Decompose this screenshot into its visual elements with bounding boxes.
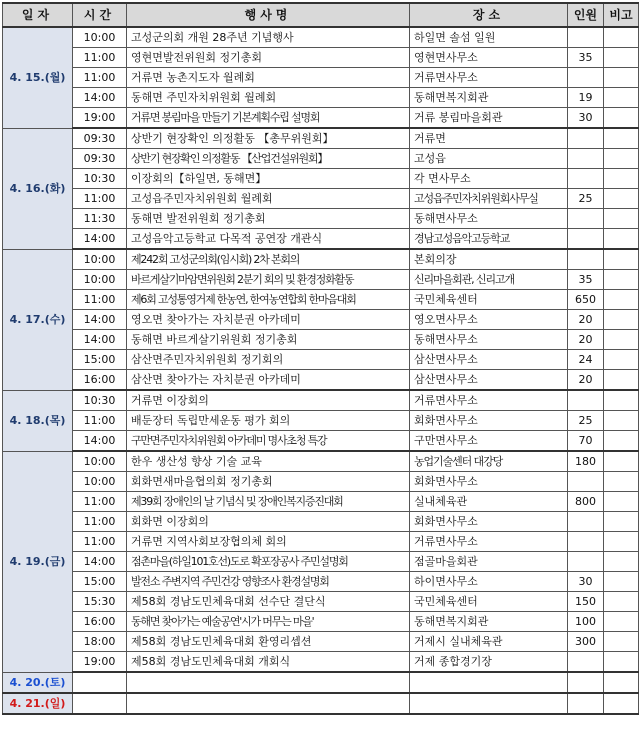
note-cell <box>604 411 639 431</box>
event-cell: 고성음악고등학교 다목적 공연장 개관식 <box>127 229 410 250</box>
place-cell: 국민체육센터 <box>410 592 568 612</box>
note-cell <box>604 492 639 512</box>
place-cell: 신리마을회관, 신리고개 <box>410 270 568 290</box>
time-cell: 16:00 <box>73 612 127 632</box>
table-row <box>3 411 639 431</box>
table-row <box>3 672 639 693</box>
time-cell: 09:30 <box>73 149 127 169</box>
note-cell <box>604 390 639 411</box>
table-row <box>3 492 639 512</box>
note-cell <box>604 532 639 552</box>
table-row <box>3 330 639 350</box>
event-cell: 바르게살기마암면위원회 2분기 회의 및 환경정화활동 <box>127 270 410 290</box>
place-cell: 회화면사무소 <box>410 472 568 492</box>
place-cell: 삼산면사무소 <box>410 350 568 370</box>
table-row <box>3 48 639 68</box>
event-cell: 제58회 경남도민체육대회 환영리셉션 <box>127 632 410 652</box>
event-cell: 상반기 현장확인 의정활동 【총무위원회】 <box>127 128 410 149</box>
date-cell: 4. 21.(일) <box>3 693 73 714</box>
date-cell: 4. 19.(금) <box>3 451 73 672</box>
time-cell: 10:00 <box>73 270 127 290</box>
count-cell <box>568 693 604 714</box>
event-cell: 동해면 발전위원회 정기총회 <box>127 209 410 229</box>
place-cell: 하이면사무소 <box>410 572 568 592</box>
time-cell: 10:00 <box>73 27 127 48</box>
table-row <box>3 270 639 290</box>
note-cell <box>604 693 639 714</box>
table-row <box>3 572 639 592</box>
place-cell: 거제 종합경기장 <box>410 652 568 673</box>
time-cell: 19:00 <box>73 652 127 673</box>
note-cell <box>604 27 639 48</box>
time-cell: 11:00 <box>73 189 127 209</box>
table-row <box>3 632 639 652</box>
event-cell: 회화면새마을협의회 정기총회 <box>127 472 410 492</box>
count-cell <box>568 512 604 532</box>
time-cell: 16:00 <box>73 370 127 391</box>
table-row <box>3 592 639 612</box>
note-cell <box>604 149 639 169</box>
event-cell: 한우 생산성 향상 기술 교육 <box>127 451 410 472</box>
event-cell: 동해면 찾아가는 예술공연'시가 머무는 마을' <box>127 612 410 632</box>
date-cell: 4. 20.(토) <box>3 672 73 693</box>
table-row <box>3 169 639 189</box>
note-cell <box>604 672 639 693</box>
note-cell <box>604 451 639 472</box>
event-cell: 배둔장터 독립만세운동 평가 회의 <box>127 411 410 431</box>
time-cell: 11:00 <box>73 290 127 310</box>
time-cell: 10:30 <box>73 169 127 189</box>
note-cell <box>604 350 639 370</box>
count-cell: 800 <box>568 492 604 512</box>
date-cell: 4. 18.(목) <box>3 390 73 451</box>
note-cell <box>604 310 639 330</box>
table-row <box>3 370 639 391</box>
header-event: 행사명 <box>127 3 410 27</box>
event-cell: 이장회의【하일면, 동해면】 <box>127 169 410 189</box>
count-cell: 150 <box>568 592 604 612</box>
count-cell: 25 <box>568 189 604 209</box>
count-cell <box>568 532 604 552</box>
place-cell: 거류면사무소 <box>410 532 568 552</box>
count-cell: 19 <box>568 88 604 108</box>
note-cell <box>604 330 639 350</box>
count-cell: 35 <box>568 48 604 68</box>
event-cell: 고성읍주민자치위원회 월례회 <box>127 189 410 209</box>
note-cell <box>604 632 639 652</box>
note-cell <box>604 249 639 270</box>
time-cell: 10:00 <box>73 472 127 492</box>
count-cell: 35 <box>568 270 604 290</box>
event-cell: 거류면 봉림마을 만들기 기본계획수립 설명회 <box>127 108 410 129</box>
place-cell: 동해면사무소 <box>410 330 568 350</box>
table-header <box>3 3 639 27</box>
note-cell <box>604 592 639 612</box>
place-cell: 실내체육관 <box>410 492 568 512</box>
event-cell: 고성군의회 개원 28주년 기념행사 <box>127 27 410 48</box>
place-cell: 동해면복지회관 <box>410 88 568 108</box>
time-cell: 18:00 <box>73 632 127 652</box>
event-cell: 제6회 고성통영거제 한농연, 한여농연합회 한마음대회 <box>127 290 410 310</box>
place-cell: 동해면복지회관 <box>410 612 568 632</box>
event-schedule-table <box>2 2 639 715</box>
place-cell: 거류면사무소 <box>410 68 568 88</box>
event-cell <box>127 693 410 714</box>
time-cell: 11:00 <box>73 48 127 68</box>
table-row <box>3 27 639 48</box>
note-cell <box>604 270 639 290</box>
count-cell <box>568 209 604 229</box>
table-row <box>3 68 639 88</box>
place-cell: 영현면사무소 <box>410 48 568 68</box>
table-row <box>3 149 639 169</box>
note-cell <box>604 229 639 250</box>
note-cell <box>604 128 639 149</box>
count-cell <box>568 27 604 48</box>
table-row <box>3 249 639 270</box>
table-row <box>3 128 639 149</box>
event-cell: 구만면주민자치위원회 아카데미 명사초청 특강 <box>127 431 410 452</box>
event-cell: 영오면 찾아가는 자치분권 아카데미 <box>127 310 410 330</box>
table-row <box>3 209 639 229</box>
count-cell: 30 <box>568 572 604 592</box>
event-cell: 제39회 장애인의 날 기념식 및 장애인복지증진대회 <box>127 492 410 512</box>
table-body <box>3 27 639 714</box>
place-cell: 하일면 솔섬 일원 <box>410 27 568 48</box>
time-cell: 14:00 <box>73 552 127 572</box>
event-cell: 거류면 농촌지도자 월례회 <box>127 68 410 88</box>
place-cell: 삼산면사무소 <box>410 370 568 391</box>
count-cell: 24 <box>568 350 604 370</box>
count-cell: 20 <box>568 330 604 350</box>
note-cell <box>604 512 639 532</box>
count-cell <box>568 229 604 250</box>
place-cell: 농업기술센터 대강당 <box>410 451 568 472</box>
header-time: 시간 <box>73 3 127 27</box>
note-cell <box>604 68 639 88</box>
count-cell <box>568 390 604 411</box>
event-cell: 점촌마을(하일101호선)도로 확포장공사 주민설명회 <box>127 552 410 572</box>
count-cell: 70 <box>568 431 604 452</box>
table-row <box>3 451 639 472</box>
count-cell <box>568 68 604 88</box>
table-row <box>3 532 639 552</box>
place-cell: 영오면사무소 <box>410 310 568 330</box>
table-row <box>3 512 639 532</box>
table-row <box>3 472 639 492</box>
place-cell: 거류면사무소 <box>410 390 568 411</box>
place-cell: 회화면사무소 <box>410 411 568 431</box>
table-row <box>3 229 639 250</box>
event-cell: 회화면 이장회의 <box>127 512 410 532</box>
table-row <box>3 652 639 673</box>
count-cell: 20 <box>568 310 604 330</box>
count-cell: 180 <box>568 451 604 472</box>
time-cell: 11:00 <box>73 68 127 88</box>
time-cell <box>73 693 127 714</box>
table-row <box>3 310 639 330</box>
place-cell: 거류 봉림마을회관 <box>410 108 568 129</box>
time-cell: 10:30 <box>73 390 127 411</box>
count-cell: 650 <box>568 290 604 310</box>
count-cell <box>568 128 604 149</box>
place-cell: 점골마을회관 <box>410 552 568 572</box>
note-cell <box>604 48 639 68</box>
count-cell <box>568 169 604 189</box>
place-cell <box>410 672 568 693</box>
count-cell: 25 <box>568 411 604 431</box>
table-row <box>3 189 639 209</box>
place-cell: 구만면사무소 <box>410 431 568 452</box>
count-cell: 100 <box>568 612 604 632</box>
count-cell <box>568 249 604 270</box>
place-cell: 동해면사무소 <box>410 209 568 229</box>
place-cell: 경남고성음악고등학교 <box>410 229 568 250</box>
time-cell: 14:00 <box>73 431 127 452</box>
place-cell: 국민체육센터 <box>410 290 568 310</box>
time-cell <box>73 672 127 693</box>
table-row <box>3 88 639 108</box>
note-cell <box>604 370 639 391</box>
note-cell <box>604 431 639 452</box>
place-cell: 각 면사무소 <box>410 169 568 189</box>
header-count: 인원 <box>568 3 604 27</box>
count-cell: 30 <box>568 108 604 129</box>
schedule-sheet <box>2 2 638 715</box>
table-row <box>3 612 639 632</box>
time-cell: 09:30 <box>73 128 127 149</box>
note-cell <box>604 189 639 209</box>
note-cell <box>604 169 639 189</box>
date-cell: 4. 16.(화) <box>3 128 73 249</box>
event-cell: 동해면 주민자치위원회 월례회 <box>127 88 410 108</box>
event-cell: 발전소 주변지역 주민건강 영향조사 환경설명회 <box>127 572 410 592</box>
place-cell: 회화면사무소 <box>410 512 568 532</box>
event-cell: 거류면 지역사회보장협의체 회의 <box>127 532 410 552</box>
place-cell: 고성읍주민자치위원회사무실 <box>410 189 568 209</box>
time-cell: 14:00 <box>73 330 127 350</box>
time-cell: 15:00 <box>73 350 127 370</box>
time-cell: 10:00 <box>73 451 127 472</box>
note-cell <box>604 652 639 673</box>
count-cell: 20 <box>568 370 604 391</box>
note-cell <box>604 88 639 108</box>
event-cell: 거류면 이장회의 <box>127 390 410 411</box>
table-row <box>3 552 639 572</box>
time-cell: 11:00 <box>73 512 127 532</box>
event-cell: 제58회 경남도민체육대회 선수단 결단식 <box>127 592 410 612</box>
event-cell: 동해면 바르게살기위원회 정기총회 <box>127 330 410 350</box>
time-cell: 19:00 <box>73 108 127 129</box>
date-cell: 4. 17.(수) <box>3 249 73 390</box>
count-cell <box>568 672 604 693</box>
event-cell: 삼산면주민자치위원회 정기회의 <box>127 350 410 370</box>
time-cell: 10:00 <box>73 249 127 270</box>
time-cell: 14:00 <box>73 310 127 330</box>
event-cell: 제242회 고성군의회(임시회) 2차 본회의 <box>127 249 410 270</box>
time-cell: 11:00 <box>73 532 127 552</box>
place-cell: 본회의장 <box>410 249 568 270</box>
note-cell <box>604 552 639 572</box>
header-note: 비고 <box>604 3 639 27</box>
note-cell <box>604 612 639 632</box>
time-cell: 14:00 <box>73 229 127 250</box>
count-cell <box>568 149 604 169</box>
time-cell: 14:00 <box>73 88 127 108</box>
header-place: 장소 <box>410 3 568 27</box>
table-row <box>3 431 639 452</box>
table-row <box>3 390 639 411</box>
table-row <box>3 108 639 129</box>
time-cell: 11:30 <box>73 209 127 229</box>
header-row <box>3 3 639 27</box>
count-cell <box>568 552 604 572</box>
time-cell: 11:00 <box>73 492 127 512</box>
count-cell <box>568 472 604 492</box>
place-cell: 거제시 실내체육관 <box>410 632 568 652</box>
note-cell <box>604 108 639 129</box>
place-cell <box>410 693 568 714</box>
event-cell: 상반기 현장확인 의정활동 【산업건설위원회】 <box>127 149 410 169</box>
table-row <box>3 693 639 714</box>
time-cell: 11:00 <box>73 411 127 431</box>
date-cell: 4. 15.(월) <box>3 27 73 128</box>
event-cell: 제58회 경남도민체육대회 개회식 <box>127 652 410 673</box>
note-cell <box>604 572 639 592</box>
count-cell <box>568 652 604 673</box>
table-row <box>3 290 639 310</box>
time-cell: 15:30 <box>73 592 127 612</box>
note-cell <box>604 290 639 310</box>
event-cell: 영현면발전위원회 정기총회 <box>127 48 410 68</box>
count-cell: 300 <box>568 632 604 652</box>
place-cell: 거류면 <box>410 128 568 149</box>
time-cell: 15:00 <box>73 572 127 592</box>
header-date: 일자 <box>3 3 73 27</box>
table-row <box>3 350 639 370</box>
place-cell: 고성읍 <box>410 149 568 169</box>
note-cell <box>604 209 639 229</box>
event-cell <box>127 672 410 693</box>
note-cell <box>604 472 639 492</box>
event-cell: 삼산면 찾아가는 자치분권 아카데미 <box>127 370 410 391</box>
